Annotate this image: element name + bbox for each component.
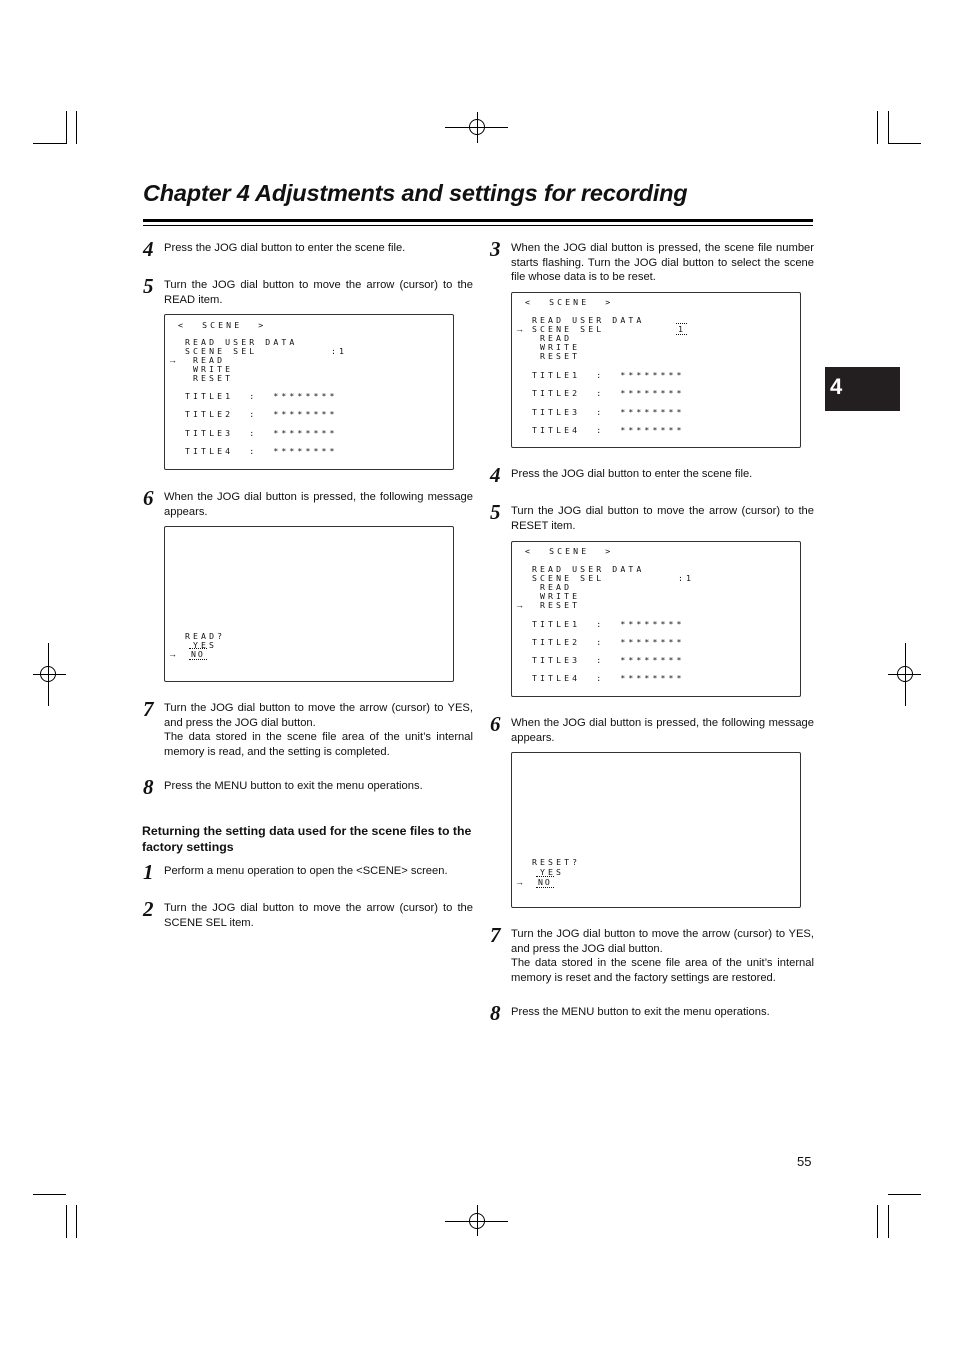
menu-title3: TITLE3 : ******** xyxy=(532,655,685,665)
screen-header: < SCENE > xyxy=(178,320,267,330)
screen-header: < SCENE > xyxy=(525,297,614,307)
reset-question: RESET? xyxy=(532,857,581,867)
section-subheading: Returning the setting data used for the scene files to the factory settings xyxy=(142,824,472,854)
cursor-arrow: → xyxy=(168,355,177,365)
crop-mark xyxy=(888,1205,889,1238)
step-text: Perform a menu operation to open the <SCENE> screen. xyxy=(164,865,448,877)
step-text: Press the JOG dial button to enter the scene file. xyxy=(511,468,753,480)
step-number: 4 xyxy=(490,463,501,487)
menu-title4: TITLE4 : ******** xyxy=(532,673,685,683)
scene-sel-value-flashing: 1 xyxy=(678,324,685,334)
step-text: When the JOG dial button is pressed, the following message appears. xyxy=(511,717,814,744)
step-number: 5 xyxy=(490,500,501,524)
step-text-detail: The data stored in the scene file area of the unit’s internal memory is reset and the factory settings are restored. xyxy=(511,957,814,984)
registration-circle xyxy=(469,1213,485,1229)
menu-read-user-data: READ USER DATA xyxy=(532,564,645,574)
step-number: 8 xyxy=(143,775,154,799)
step-text: When the JOG dial button is pressed, the following message appears. xyxy=(164,491,473,518)
right-step-6 xyxy=(490,712,814,745)
cursor-arrow: → xyxy=(515,877,524,887)
scene-sel-flashing-screen xyxy=(511,292,801,448)
step-text: Turn the JOG dial button to move the arrow (cursor) to the SCENE SEL item. xyxy=(164,902,473,929)
step-number: 2 xyxy=(143,897,154,921)
right-step-7 xyxy=(490,923,814,985)
menu-read-user-data: READ USER DATA xyxy=(185,337,298,347)
step-number: 6 xyxy=(490,712,501,736)
left-step-4 xyxy=(143,237,473,261)
cursor-arrow: → xyxy=(515,324,524,334)
menu-write: WRITE xyxy=(540,591,581,601)
screen-header: < SCENE > xyxy=(525,546,614,556)
left-step-1 xyxy=(143,860,473,884)
menu-title1: TITLE1 : ******** xyxy=(532,619,685,629)
option-no-flashing: NO xyxy=(191,649,205,659)
menu-reset: RESET xyxy=(540,351,581,361)
step-number: 6 xyxy=(143,486,154,510)
scene-sel-value: :1 xyxy=(331,346,348,356)
crop-mark xyxy=(877,111,878,144)
menu-write: WRITE xyxy=(193,364,234,374)
chapter-tab: 4 xyxy=(825,367,900,411)
menu-title3: TITLE3 : ******** xyxy=(185,428,338,438)
menu-scene-sel: SCENE SEL xyxy=(532,573,605,583)
right-step-4 xyxy=(490,463,814,487)
crop-mark xyxy=(877,1205,878,1238)
step-text: Turn the JOG dial button to move the arrow (cursor) to the READ item. xyxy=(164,279,473,306)
left-step-2 xyxy=(143,897,473,930)
menu-title2: TITLE2 : ******** xyxy=(532,637,685,647)
menu-read: READ xyxy=(540,333,573,343)
step-text: Turn the JOG dial button to move the arrow (cursor) to YES, and press the JOG dial button. xyxy=(511,928,814,955)
step-number: 7 xyxy=(490,923,501,947)
step-text: Press the MENU button to exit the menu operations. xyxy=(511,1006,770,1018)
menu-reset: RESET xyxy=(193,373,234,383)
left-step-8 xyxy=(143,775,473,799)
scene-menu-screen xyxy=(164,314,454,470)
crop-mark xyxy=(66,111,67,144)
crop-mark xyxy=(66,1205,67,1238)
menu-read: READ xyxy=(540,582,573,592)
reset-confirm-screen xyxy=(511,752,801,908)
step-number: 7 xyxy=(143,697,154,721)
step-text: Press the MENU button to exit the menu operations. xyxy=(164,780,423,792)
crop-mark xyxy=(33,1194,66,1195)
menu-title2: TITLE2 : ******** xyxy=(532,388,685,398)
scene-sel-value: :1 xyxy=(678,573,695,583)
title-rule-thin xyxy=(143,225,813,226)
menu-read: READ xyxy=(193,355,226,365)
left-step-7 xyxy=(143,697,473,759)
scene-reset-menu-screen xyxy=(511,541,801,697)
step-text: Press the JOG dial button to enter the scene file. xyxy=(164,242,406,254)
title-rule xyxy=(143,219,813,222)
step-text: Turn the JOG dial button to move the arrow (cursor) to the RESET item. xyxy=(511,505,814,532)
menu-reset: RESET xyxy=(540,600,581,610)
step-text: When the JOG dial button is pressed, the scene file number starts flashing. Turn the JOG dial button to select the scene file whose data is to be reset. xyxy=(511,242,814,283)
step-text-detail: The data stored in the scene file area of the unit’s internal memory is read, and the setting is completed. xyxy=(164,731,473,758)
menu-write: WRITE xyxy=(540,342,581,352)
registration-circle xyxy=(469,119,485,135)
menu-title4: TITLE4 : ******** xyxy=(532,425,685,435)
menu-title2: TITLE2 : ******** xyxy=(185,409,338,419)
read-question: READ? xyxy=(185,631,226,641)
step-number: 1 xyxy=(143,860,154,884)
menu-scene-sel: SCENE SEL xyxy=(185,346,258,356)
menu-title3: TITLE3 : ******** xyxy=(532,407,685,417)
crop-mark xyxy=(888,143,921,144)
crop-mark xyxy=(76,1205,77,1238)
option-yes: YES xyxy=(540,867,565,877)
crop-mark xyxy=(888,1194,921,1195)
step-number: 8 xyxy=(490,1001,501,1025)
option-yes: YES xyxy=(193,640,218,650)
menu-title1: TITLE1 : ******** xyxy=(532,370,685,380)
registration-circle xyxy=(897,666,913,682)
page-number: 55 xyxy=(797,1154,812,1169)
crop-mark xyxy=(33,143,66,144)
cursor-arrow: → xyxy=(515,600,524,610)
right-step-3 xyxy=(490,237,814,285)
menu-title4: TITLE4 : ******** xyxy=(185,446,338,456)
registration-circle xyxy=(40,666,56,682)
menu-read-user-data: READ USER DATA xyxy=(532,315,645,325)
option-no-flashing: NO xyxy=(538,877,552,887)
step-number: 4 xyxy=(143,237,154,261)
step-number: 5 xyxy=(143,274,154,298)
right-step-8 xyxy=(490,1001,814,1025)
chapter-title: Chapter 4 Adjustments and settings for recording xyxy=(143,180,688,206)
crop-mark xyxy=(76,111,77,144)
left-step-5 xyxy=(143,274,473,307)
right-step-5 xyxy=(490,500,814,533)
step-text: Turn the JOG dial button to move the arrow (cursor) to YES, and press the JOG dial button. xyxy=(164,702,473,729)
left-step-6 xyxy=(143,486,473,519)
read-confirm-screen xyxy=(164,526,454,682)
menu-scene-sel: SCENE SEL xyxy=(532,324,605,334)
crop-mark xyxy=(888,111,889,144)
step-number: 3 xyxy=(490,237,501,261)
cursor-arrow: → xyxy=(168,649,177,659)
menu-title1: TITLE1 : ******** xyxy=(185,391,338,401)
